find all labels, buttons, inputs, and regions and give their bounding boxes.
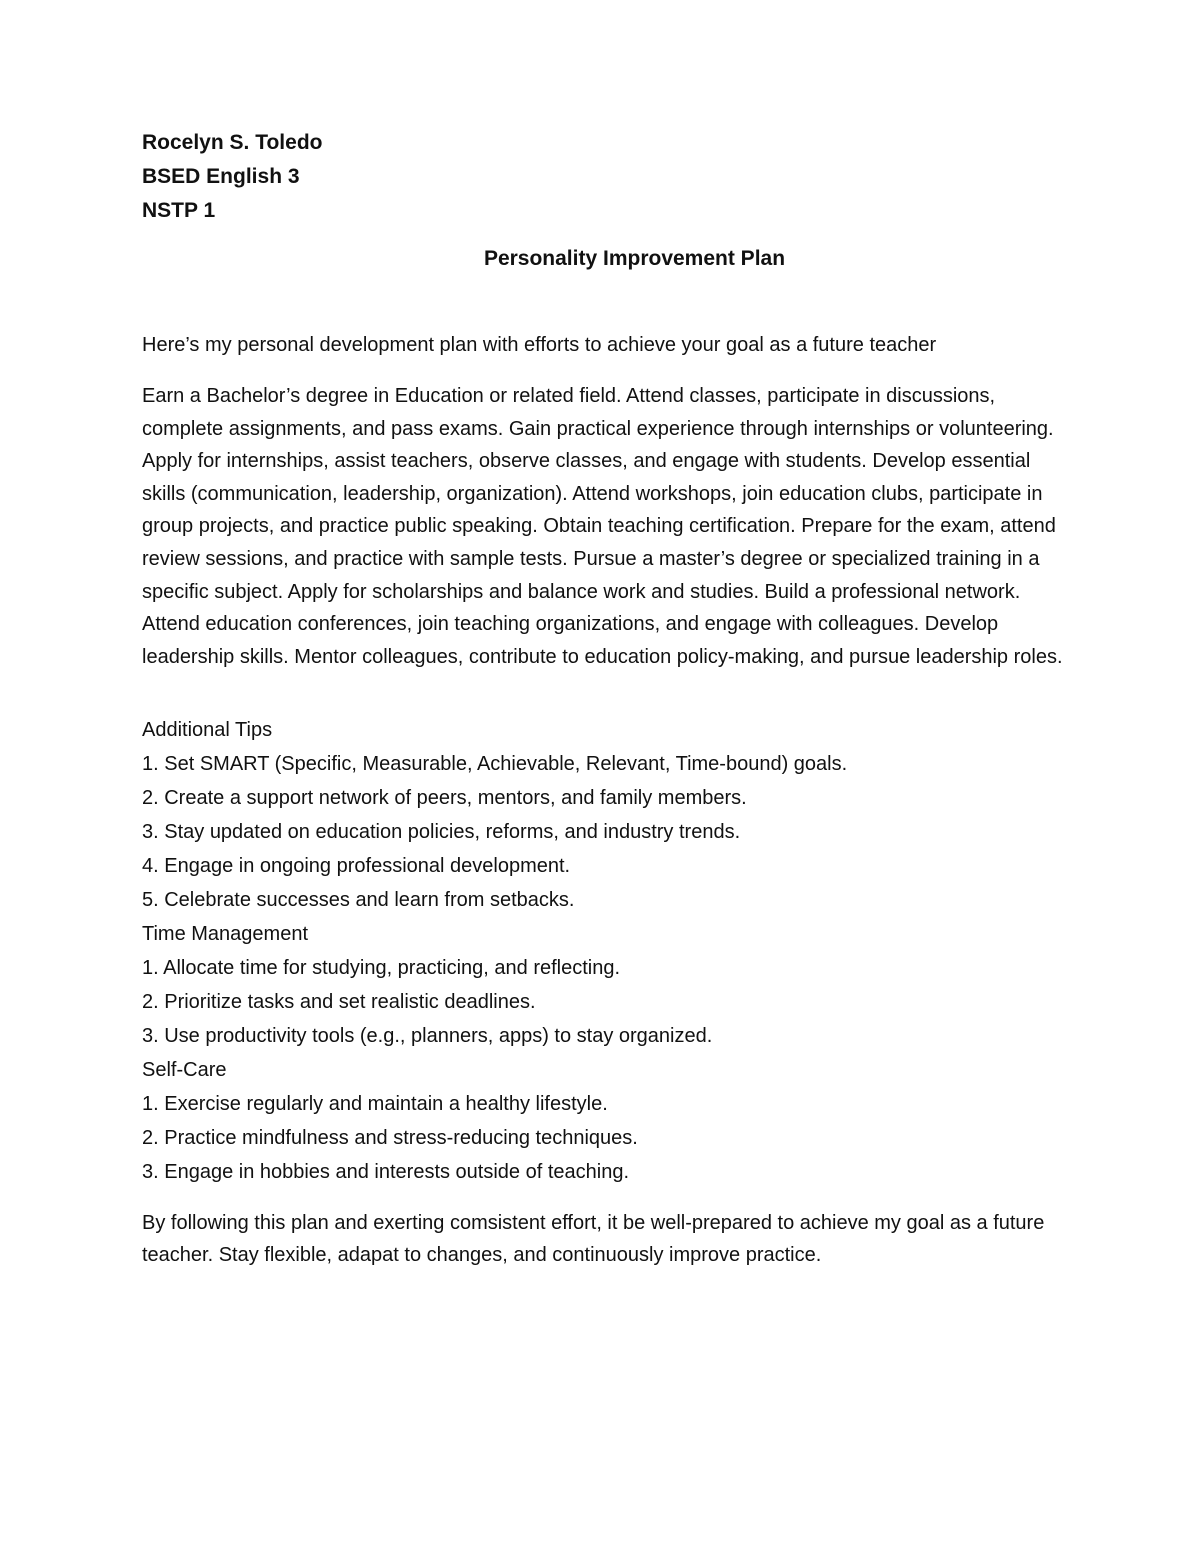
list-item: 2. Create a support network of peers, mentors, and family members. [142, 787, 747, 810]
sections-block [142, 713, 1072, 1189]
author-name: Rocelyn S. Toledo [142, 131, 323, 154]
body-paragraph: Earn a Bachelor’s degree in Education or related field. Attend classes, participate in discussions, complete assignments, and pass exams. Gain practical experience through internships or volunteering. Apply for internships, assist teachers, observe classes, and engage with students. Develop essential skills (communication, leadership, organization). Attend workshops, join education clubs, participate in group projects, and practice public speaking. Obtain teaching certification. Prepare for the exam, attend review sessions, and practice with sample tests. Pursue a master’s degree or specialized training in a specific subject. Apply for scholarships and balance work and studies. Build a professional network. Attend education conferences, join teaching organizations, and engage with colleagues. Develop leadership skills. Mentor colleagues, contribute to education policy-making, and pursue leadership roles. [142, 385, 1063, 668]
section-heading-self-care: Self-Care [142, 1059, 227, 1082]
document-title: Personality Improvement Plan [483, 247, 786, 270]
list-item: 2. Prioritize tasks and set realistic deadlines. [142, 991, 536, 1014]
list-item: 4. Engage in ongoing professional development. [142, 855, 571, 878]
list-item: 1. Allocate time for studying, practicing, and reflecting. [142, 957, 621, 980]
section-heading-time-management: Time Management [142, 923, 308, 946]
list-item: 2. Practice mindfulness and stress-reducing techniques. [142, 1127, 638, 1150]
list-item: 3. Stay updated on education policies, reforms, and industry trends. [142, 821, 741, 844]
closing-paragraph: By following this plan and exerting comsistent effort, it be well-prepared to achieve my goal as a future teacher. Stay flexible, adapat to changes, and continuously improve practice. [142, 1212, 1045, 1267]
document-content [142, 126, 1072, 1271]
course-line: BSED English 3 [142, 165, 300, 188]
list-item: 5. Celebrate successes and learn from setbacks. [142, 889, 575, 912]
list-item: 1. Exercise regularly and maintain a healthy lifestyle. [142, 1093, 608, 1116]
list-item: 3. Use productivity tools (e.g., planners, apps) to stay organized. [142, 1025, 713, 1048]
section-heading-additional-tips: Additional Tips [142, 719, 273, 742]
list-item: 3. Engage in hobbies and interests outside of teaching. [142, 1161, 630, 1184]
subject-line: NSTP 1 [142, 199, 216, 222]
intro-paragraph: Here’s my personal development plan with efforts to achieve your goal as a future teacher [142, 334, 937, 356]
list-item: 1. Set SMART (Specific, Measurable, Achievable, Relevant, Time-bound) goals. [142, 753, 848, 776]
